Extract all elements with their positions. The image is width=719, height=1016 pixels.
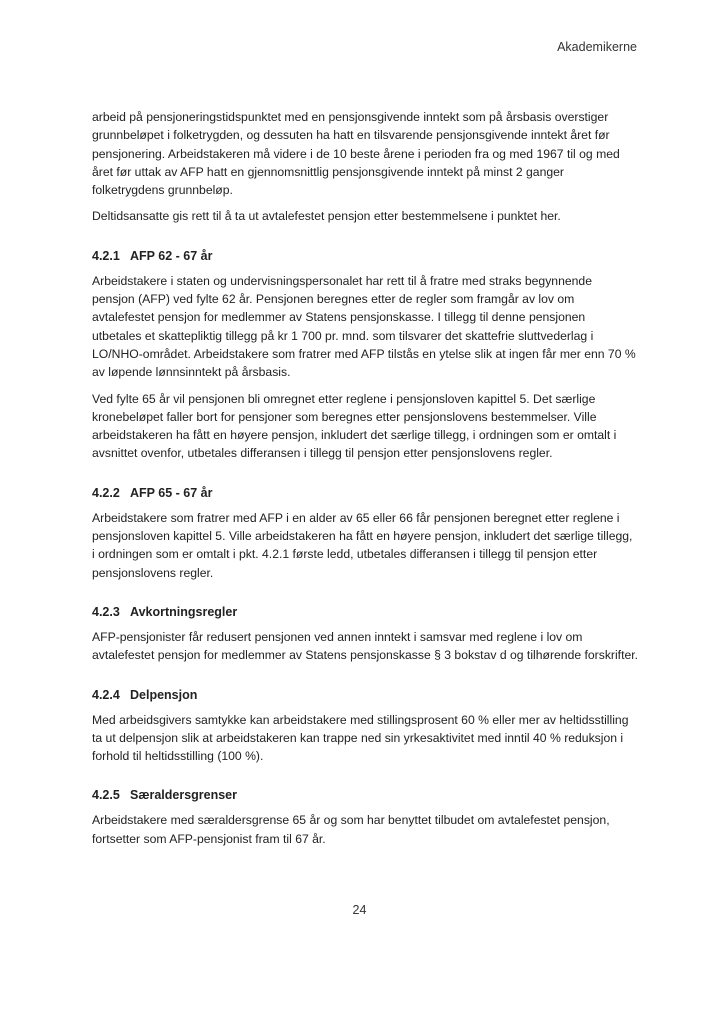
- section-number: 4.2.5: [92, 788, 120, 803]
- section-4-2-1-paragraph-1: Arbeidstakere i staten og undervisningspersonalet har rett til å fratre med straks begynnende pensjon (AFP) ved fylte 62 år. Pensjonen beregnes etter de regler som framgår av lov om avtalefestet pensjon for medlemmer av Statens pensjonskasse. I tillegg til denne pensjonen utbetales et skattepliktig tillegg på kr 1 700 pr. mnd. som tilsvarer det skattefrie sluttvederlag i LO/NHO-området. Arbeidstakere som fratrer med AFP tilstås en ytelse slik at ingen får mer enn 70 % av løpende lønnsinntekt på årsbasis.: [92, 273, 636, 380]
- section-title: Avkortningsregler: [130, 604, 238, 619]
- intro-paragraph-2: Deltidsansatte gis rett til å ta ut avtalefestet pensjon etter bestemmelsene i punktet her.: [92, 209, 561, 224]
- section-4-2-1-paragraph-2: Ved fylte 65 år vil pensjonen bli omregnet etter reglene i pensjonsloven kapittel 5. Det særlige kronebeløpet faller bort for pensjoner som beregnes etter pensjonslovens bestemmelser. Ville arbeidstakeren ha fått en høyere pensjon, inkludert det særlige tillegg, i ordningen som er omtalt i avsnittet ovenfor, utbetales differansen i tillegg til pensjon etter pensjonslovens regler.: [92, 391, 617, 461]
- section-heading-4-2-2: [92, 485, 638, 501]
- header-organization: Akademikerne: [557, 40, 637, 54]
- section-title: AFP 62 - 67 år: [130, 248, 213, 263]
- section-number: 4.2.3: [92, 604, 120, 619]
- section-heading-4-2-1: [92, 248, 638, 264]
- section-4-2-2-paragraph-1: Arbeidstakere som fratrer med AFP i en alder av 65 eller 66 får pensjonen beregnet etter reglene i pensjonsloven kapittel 5. Ville arbeidstakeren ha fått en høyere pensjon, inkludert det særlige tillegg, i ordningen som er omtalt i pkt. 4.2.1 første ledd, utbetales differansen i tillegg til pensjon etter pensjonslovens regler.: [92, 510, 633, 580]
- section-number: 4.2.1: [92, 248, 120, 263]
- page-number: 24: [352, 903, 367, 917]
- section-heading-4-2-5: [92, 787, 638, 803]
- section-number: 4.2.2: [92, 485, 120, 500]
- main-content: [92, 108, 638, 856]
- section-title: AFP 65 - 67 år: [130, 485, 213, 500]
- section-4-2-5-paragraph-1: Arbeidstakere med særaldersgrense 65 år og som har benyttet tilbudet om avtalefestet pensjon, fortsetter som AFP-pensjonist fram til 67 år.: [92, 813, 610, 846]
- section-4-2-4-paragraph-1: Med arbeidsgivers samtykke kan arbeidstakere med stillingsprosent 60 % eller mer av heltidsstilling ta ut delpensjon slik at arbeidstakeren kan trappe ned sin yrkesaktivitet med inntil 40 % reduksjon i forhold til heltidsstilling (100 %).: [92, 712, 629, 764]
- section-title: Særaldersgrenser: [130, 788, 238, 803]
- section-heading-4-2-4: [92, 687, 638, 703]
- section-title: Delpensjon: [130, 687, 198, 702]
- section-heading-4-2-3: [92, 604, 638, 620]
- section-number: 4.2.4: [92, 687, 120, 702]
- section-4-2-3-paragraph-1: AFP-pensjonister får redusert pensjonen ved annen inntekt i samsvar med reglene i lov om avtalefestet pensjon for medlemmer av Statens pensjonskasse § 3 bokstav d og tilhørende forskrifter.: [92, 629, 639, 663]
- intro-paragraph-1: arbeid på pensjoneringstidspunktet med en pensjonsgivende inntekt som på årsbasis overstiger grunnbeløpet i folketrygden, og dessuten ha hatt en tilsvarende pensjonsgivende inntekt året før pensjonering. Arbeidstakeren må videre i de 10 beste årene i perioden fra og med 1967 til og med året før uttak av AFP hatt en gjennomsnittlig pensjonsgivende inntekt på minst 2 ganger folketrygdens grunnbeløp.: [92, 110, 620, 198]
